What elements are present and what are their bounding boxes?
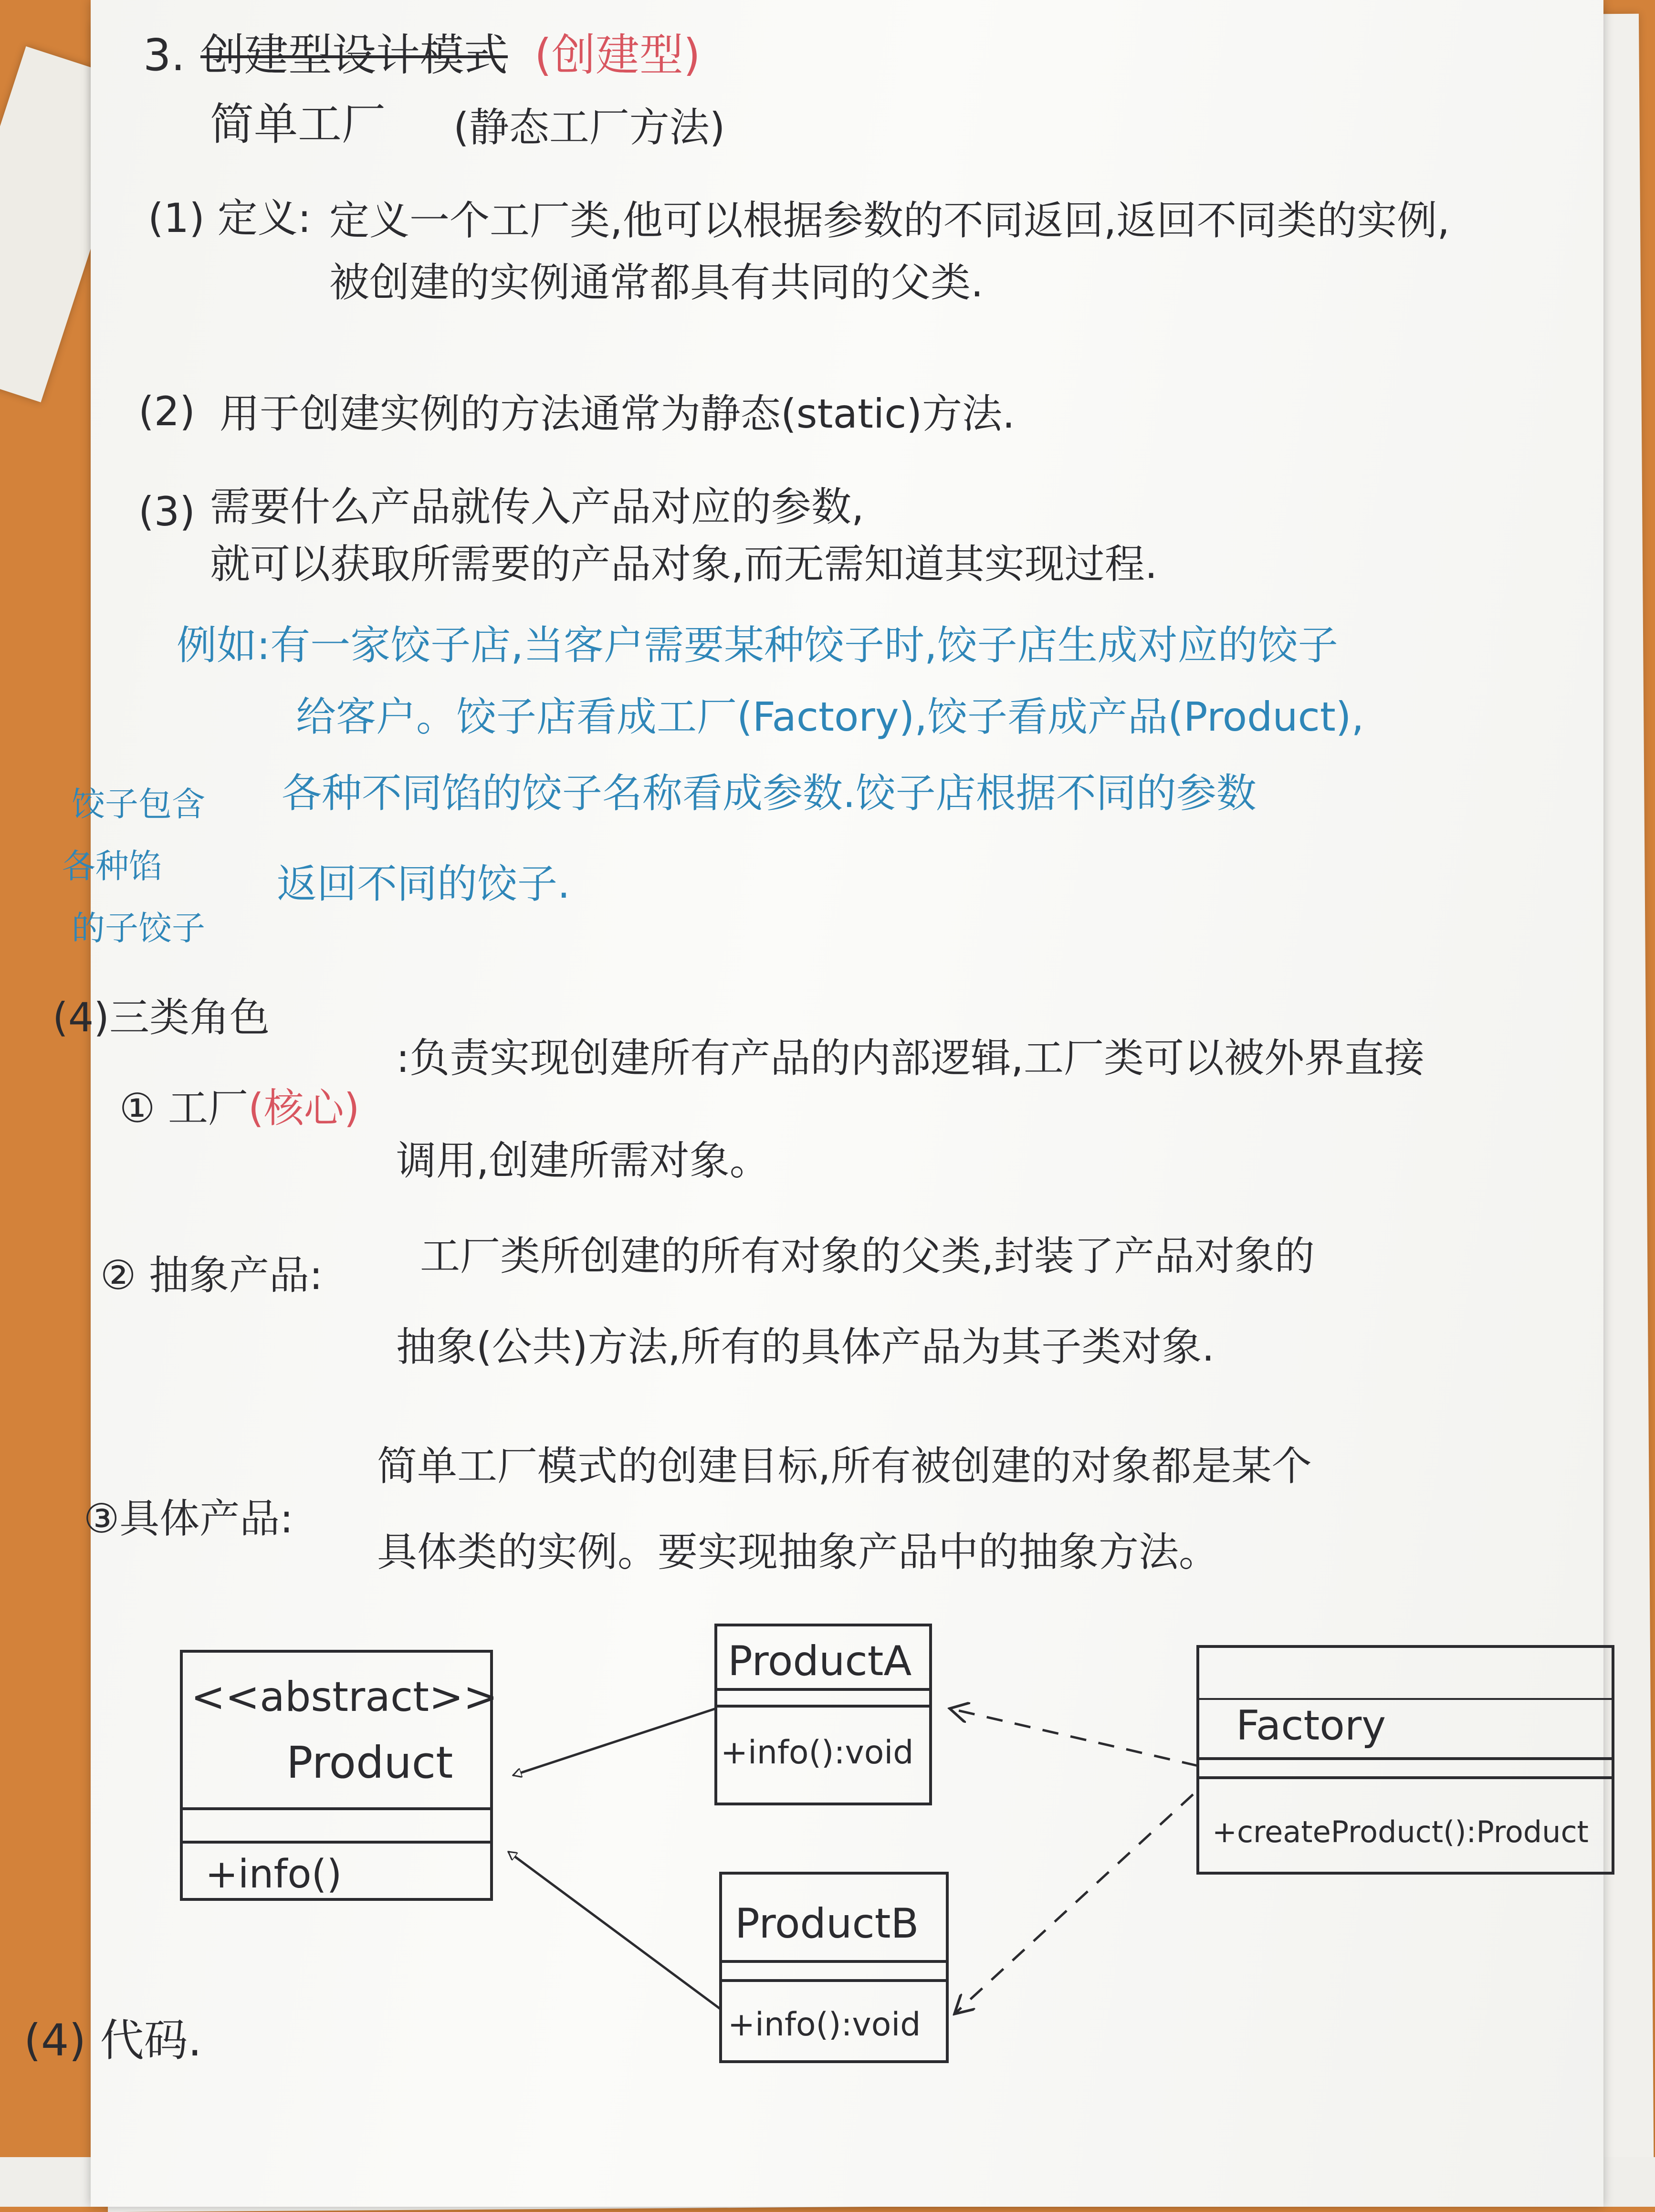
example-line-1: 例如:有一家饺子店,当客户需要某种饺子时,饺子店生成对应的饺子 bbox=[177, 622, 1338, 669]
heading-number: 3. bbox=[143, 30, 185, 81]
uml-abstract-name: Product bbox=[286, 1737, 453, 1788]
code-heading: (4) 代码. bbox=[24, 2015, 202, 2066]
role-concrete-product-line-2: 具体类的实例。要实现抽象产品中的抽象方法。 bbox=[377, 1529, 1219, 1575]
role-abstract-product-label: ② 抽象产品: bbox=[100, 1252, 323, 1299]
example-margin-note-3: 的子饺子 bbox=[72, 909, 205, 948]
uml-product-a-name: ProductA bbox=[728, 1637, 912, 1685]
heading-struck-title: 创建型设计模式 bbox=[200, 30, 508, 81]
point-3-label: (3) bbox=[138, 488, 195, 535]
role-abstract-product-line-1: 工厂类所创建的所有对象的父类,封装了产品对象的 bbox=[420, 1233, 1315, 1279]
example-line-4: 返回不同的饺子. bbox=[277, 860, 570, 907]
definition-line-1: 定义一个工厂类,他可以根据参数的不同返回,返回不同类的实例, bbox=[329, 197, 1450, 244]
role-factory-tag: (核心) bbox=[248, 1085, 360, 1132]
point-3-line-2: 就可以获取所需要的产品对象,而无需知道其实现过程. bbox=[210, 541, 1158, 587]
point-2-label: (2) bbox=[138, 388, 195, 435]
uml-factory-method: +createProduct():Product bbox=[1212, 1814, 1589, 1849]
definition-label: (1) 定义: bbox=[148, 195, 311, 241]
role-abstract-product-line-2: 抽象(公共)方法,所有的具体产品为其子类对象. bbox=[396, 1323, 1215, 1370]
uml-abstract-method: +info() bbox=[205, 1852, 342, 1897]
role-concrete-product-label: ③具体产品: bbox=[84, 1495, 293, 1542]
point-2-text: 用于创建实例的方法通常为静态(static)方法. bbox=[220, 390, 1015, 437]
uml-factory-name: Factory bbox=[1236, 1702, 1386, 1750]
role-factory-line-2: 调用,创建所需对象。 bbox=[396, 1137, 770, 1184]
uml-product-a-method: +info():void bbox=[721, 1734, 914, 1772]
example-line-3: 各种不同馅的饺子名称看成参数.饺子店根据不同的参数 bbox=[282, 770, 1257, 817]
example-margin-note-2: 各种馅 bbox=[62, 847, 162, 886]
heading-subtitle: 简单工厂 bbox=[210, 99, 386, 150]
role-factory-line-1: :负责实现创建所有产品的内部逻辑,工厂类可以被外界直接 bbox=[396, 1035, 1425, 1081]
role-factory-label: ① 工厂 bbox=[119, 1085, 249, 1132]
example-margin-note-1: 饺子包含 bbox=[72, 785, 205, 824]
example-line-2: 给客户。饺子店看成工厂(Factory),饺子看成产品(Product), bbox=[296, 693, 1364, 740]
role-concrete-product-line-1: 简单工厂模式的创建目标,所有被创建的对象都是某个 bbox=[377, 1443, 1312, 1489]
point-3-line-1: 需要什么产品就传入产品对应的参数, bbox=[210, 483, 864, 530]
heading-subtitle-alias: (静态工厂方法) bbox=[453, 104, 725, 151]
uml-product-b-name: ProductB bbox=[735, 1900, 919, 1948]
roles-title: (4)三类角色 bbox=[52, 994, 270, 1041]
heading-category: (创建型) bbox=[534, 30, 701, 81]
definition-line-2: 被创建的实例通常都具有共同的父类. bbox=[329, 259, 984, 306]
uml-abstract-stereotype: <<abstract>> bbox=[191, 1673, 498, 1721]
uml-product-b-method: +info():void bbox=[728, 2006, 921, 2044]
